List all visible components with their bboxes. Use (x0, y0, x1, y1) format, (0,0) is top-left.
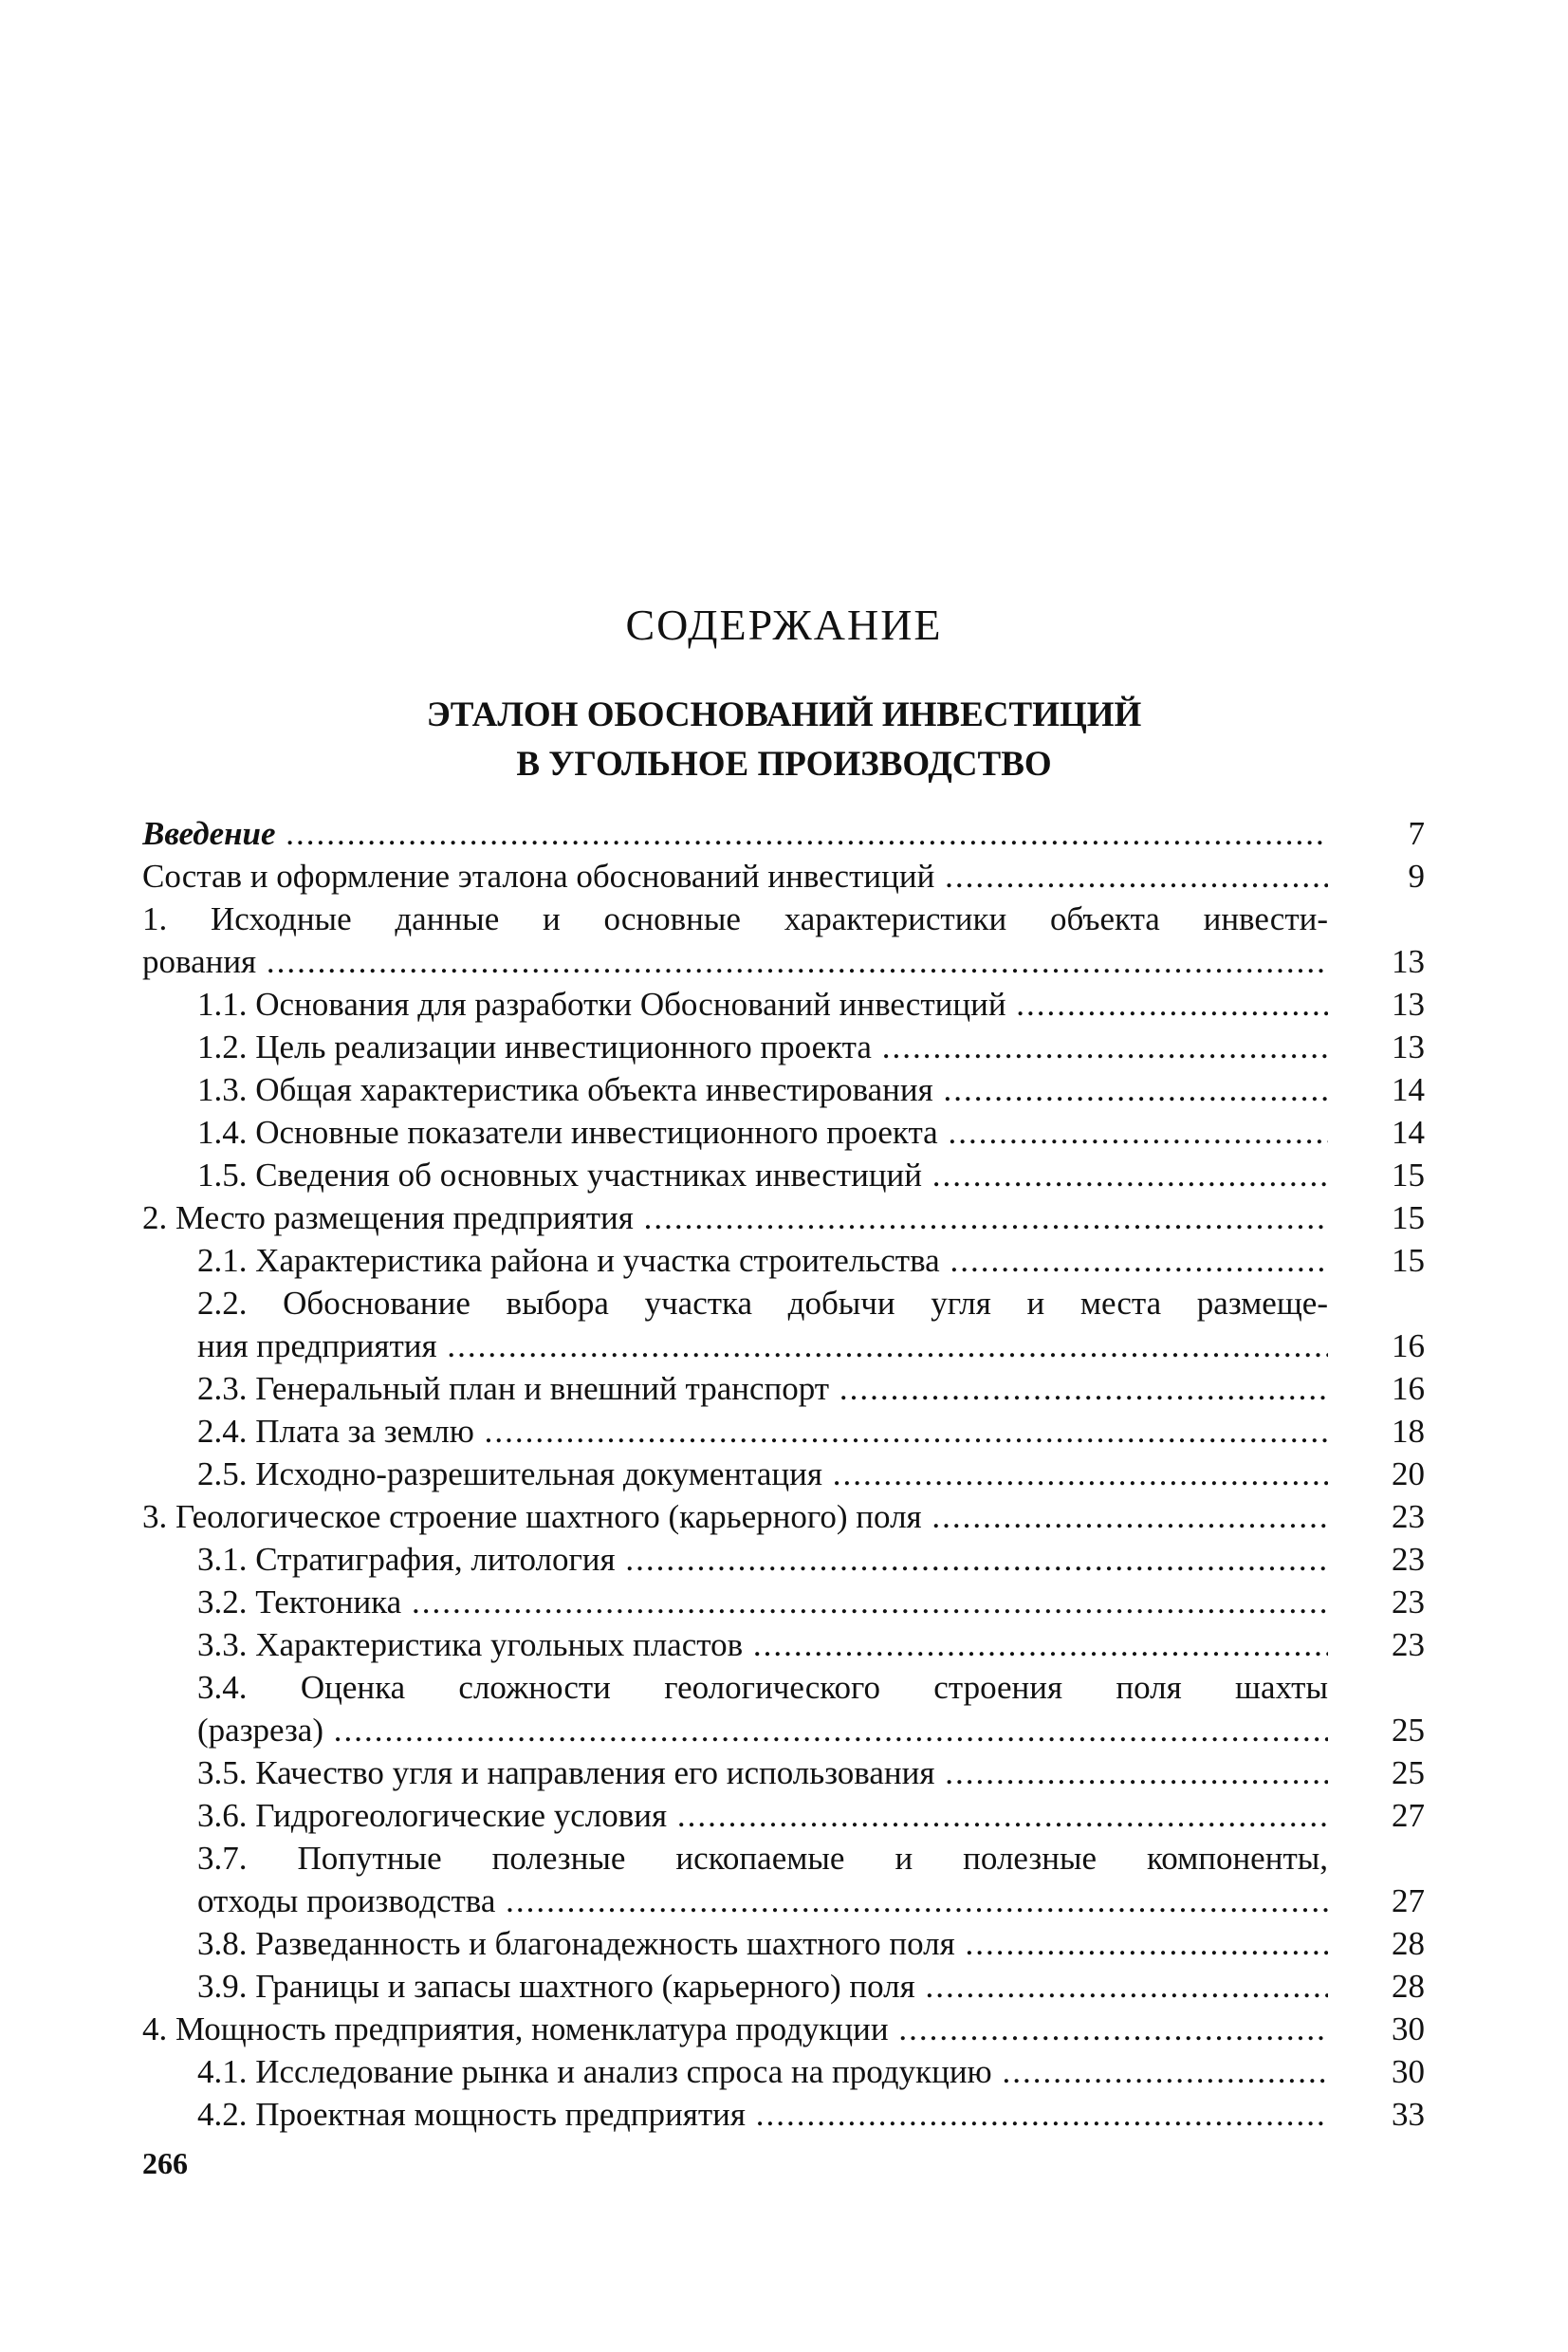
toc-entry-label: 2.1. Характеристика района и участка строительства (197, 1242, 940, 1279)
toc-entry-3-1[interactable] (142, 1538, 1425, 1581)
toc-entry-label-cont: отходы производства (197, 1882, 496, 1919)
leader-dots (323, 1712, 1328, 1749)
leader-dots (276, 815, 1328, 852)
leader-dots (616, 1541, 1328, 1578)
toc-page-number: 33 (1392, 2096, 1425, 2133)
section-title (0, 691, 1568, 789)
toc-entry-composition[interactable] (142, 855, 1425, 898)
toc-entry-1-1[interactable] (142, 983, 1425, 1026)
toc-entry-label: 3.6. Гидрогеологические условия (197, 1797, 668, 1834)
toc-entry-3-4[interactable] (142, 1666, 1425, 1751)
toc-page-number: 15 (1392, 1199, 1425, 1236)
toc-page-number: 23 (1392, 1498, 1425, 1535)
toc-page-number: 28 (1392, 1968, 1425, 2005)
toc-page-number: 16 (1392, 1370, 1425, 1407)
toc-entry-label: 3.2. Тектоника (197, 1583, 402, 1620)
leader-dots (746, 2096, 1328, 2133)
leader-dots (934, 1754, 1328, 1791)
toc-entry-4-1[interactable] (142, 2050, 1425, 2093)
toc-entry-1-5[interactable] (142, 1154, 1425, 1196)
toc-entry-label: 3.4. Оценка сложности геологического строения поля шахты (197, 1669, 1328, 1706)
toc-entry-label: 1.1. Основания для разработки Обоснований инвестиций (197, 986, 1006, 1023)
section-title-line-1: ЭТАЛОН ОБОСНОВАНИЙ ИНВЕСТИЦИЙ (426, 695, 1142, 734)
leader-dots (922, 1157, 1328, 1194)
toc-entry-label-cont: (разреза) (197, 1712, 323, 1749)
toc-page-number: 13 (1392, 943, 1425, 980)
leader-dots (940, 1242, 1328, 1279)
toc-entry-label: 3.9. Границы и запасы шахтного (карьерного) поля (197, 1968, 915, 2005)
toc-entry-label: 3.3. Характеристика угольных пластов (197, 1626, 744, 1663)
toc-entry-label: 2.5. Исходно-разрешительная документация (197, 1455, 822, 1492)
toc-entry-label: 3.7. Попутные полезные ископаемые и полезные компоненты, (197, 1840, 1328, 1877)
toc-entry-label: 2. Место размещения предприятия (142, 1199, 634, 1236)
toc-entry-2-1[interactable] (142, 1239, 1425, 1282)
toc-entry-3-6[interactable] (142, 1794, 1425, 1837)
table-of-contents (142, 812, 1425, 2136)
toc-page-number: 14 (1392, 1071, 1425, 1108)
toc-page-number: 28 (1392, 1925, 1425, 1962)
toc-entry-1-4[interactable] (142, 1111, 1425, 1154)
toc-page-number: 16 (1392, 1327, 1425, 1364)
leader-dots (872, 1028, 1328, 1065)
leader-dots (256, 943, 1328, 980)
toc-page-number: 18 (1392, 1413, 1425, 1450)
toc-entry-label: 4.1. Исследование рынка и анализ спроса на продукцию (197, 2053, 992, 2090)
toc-page-number: 9 (1408, 858, 1425, 895)
toc-entry-3-8[interactable] (142, 1922, 1425, 1965)
toc-entry-label: Введение (142, 815, 276, 852)
toc-entry-2-3[interactable] (142, 1367, 1425, 1410)
toc-entry-label: 4. Мощность предприятия, номенклатура продукции (142, 2010, 889, 2047)
leader-dots (992, 2053, 1328, 2090)
toc-entry-2-2[interactable] (142, 1282, 1425, 1367)
toc-entry-label: 1.5. Сведения об основных участниках инвестиций (197, 1157, 922, 1194)
toc-page-number: 27 (1392, 1882, 1425, 1919)
toc-entry-label: 3.8. Разведанность и благонадежность шахтного поля (197, 1925, 955, 1962)
leader-dots (934, 858, 1328, 895)
toc-page-number: 25 (1392, 1712, 1425, 1749)
toc-entry-chapter-3[interactable] (142, 1495, 1425, 1538)
leader-dots (474, 1413, 1328, 1450)
toc-page-number: 15 (1392, 1242, 1425, 1279)
toc-entry-3-2[interactable] (142, 1581, 1425, 1623)
leader-dots (634, 1199, 1328, 1236)
leader-dots (938, 1114, 1328, 1151)
toc-entry-1-2[interactable] (142, 1026, 1425, 1068)
toc-entry-label: 1.3. Общая характеристика объекта инвестирования (197, 1071, 933, 1108)
leader-dots (922, 1498, 1328, 1535)
toc-page-number: 20 (1392, 1455, 1425, 1492)
leader-dots (829, 1370, 1328, 1407)
leader-dots (401, 1583, 1328, 1620)
toc-entry-label-cont: рования (142, 943, 257, 980)
toc-entry-label: 2.3. Генеральный план и внешний транспорт (197, 1370, 830, 1407)
toc-page-number: 7 (1408, 815, 1425, 852)
toc-entry-chapter-1[interactable] (142, 898, 1425, 983)
toc-entry-1-3[interactable] (142, 1068, 1425, 1111)
toc-entry-label-cont: ния предприятия (197, 1327, 437, 1364)
toc-entry-label: 1. Исходные данные и основные характеристики объекта инвести- (142, 900, 1328, 937)
toc-entry-2-4[interactable] (142, 1410, 1425, 1453)
toc-page-number: 23 (1392, 1626, 1425, 1663)
toc-entry-label: 4.2. Проектная мощность предприятия (197, 2096, 746, 2133)
toc-entry-2-5[interactable] (142, 1453, 1425, 1495)
toc-page-number: 30 (1392, 2010, 1425, 2047)
toc-entry-label: 3.5. Качество угля и направления его использования (197, 1754, 935, 1791)
toc-page-number: 23 (1392, 1583, 1425, 1620)
leader-dots (437, 1327, 1328, 1364)
leader-dots (933, 1071, 1328, 1108)
toc-page-number: 30 (1392, 2053, 1425, 2090)
toc-entry-chapter-2[interactable] (142, 1196, 1425, 1239)
toc-page-number: 14 (1392, 1114, 1425, 1151)
leader-dots (822, 1455, 1328, 1492)
leader-dots (743, 1626, 1328, 1663)
toc-entry-label: 3. Геологическое строение шахтного (карьерного) поля (142, 1498, 922, 1535)
leader-dots (667, 1797, 1328, 1834)
toc-entry-3-7[interactable] (142, 1837, 1425, 1922)
toc-page-number: 15 (1392, 1157, 1425, 1194)
toc-entry-4-2[interactable] (142, 2093, 1425, 2136)
leader-dots (889, 2010, 1328, 2047)
toc-page-number: 13 (1392, 1028, 1425, 1065)
toc-page-number: 25 (1392, 1754, 1425, 1791)
page-heading: СОДЕРЖАНИЕ (625, 601, 943, 649)
leader-dots (495, 1882, 1328, 1919)
leader-dots (955, 1925, 1328, 1962)
leader-dots (1006, 986, 1328, 1023)
toc-entry-chapter-4[interactable] (142, 2008, 1425, 2050)
toc-entry-label: 2.2. Обоснование выбора участка добычи угля и места размеще- (197, 1285, 1328, 1322)
toc-entry-3-3[interactable] (142, 1623, 1425, 1666)
toc-entry-label: 1.2. Цель реализации инвестиционного проекта (197, 1028, 872, 1065)
toc-entry-3-5[interactable] (142, 1751, 1425, 1794)
page-number: 266 (142, 2146, 188, 2180)
toc-entry-label: 3.1. Стратиграфия, литология (197, 1541, 616, 1578)
leader-dots (915, 1968, 1328, 2005)
toc-entry-label: 2.4. Плата за землю (197, 1413, 474, 1450)
section-title-line-2: В УГОЛЬНОЕ ПРОИЗВОДСТВО (516, 745, 1052, 784)
toc-page-number: 23 (1392, 1541, 1425, 1578)
toc-page-number: 27 (1392, 1797, 1425, 1834)
toc-page-number: 13 (1392, 986, 1425, 1023)
toc-entry-3-9[interactable] (142, 1965, 1425, 2008)
toc-entry-intro[interactable] (142, 812, 1425, 855)
toc-entry-label: 1.4. Основные показатели инвестиционного проекта (197, 1114, 938, 1151)
toc-entry-label: Состав и оформление эталона обоснований инвестиций (142, 858, 935, 895)
